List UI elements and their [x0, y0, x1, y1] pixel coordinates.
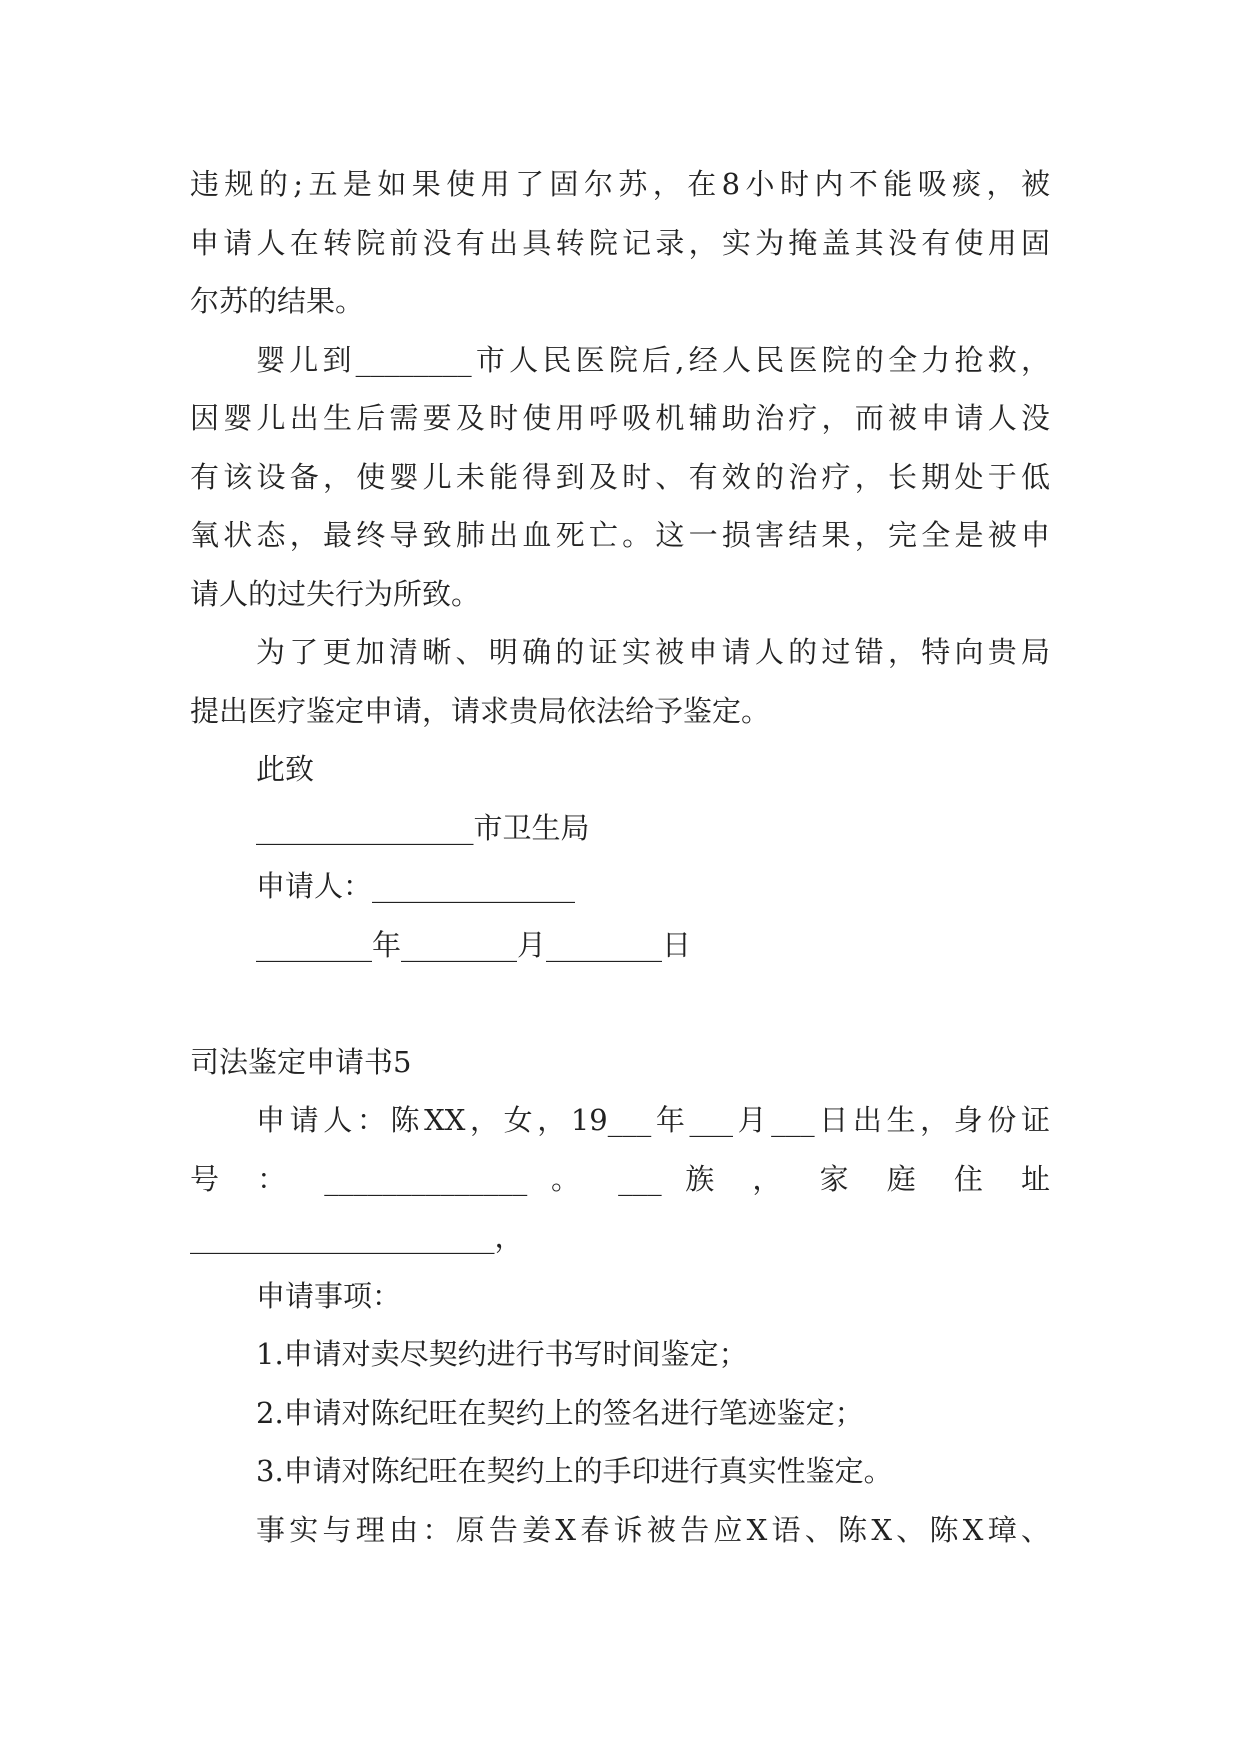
applicant-signature: 申请人：______________	[256, 869, 576, 903]
text-line: 氧状态，最终导致肺出血死亡。这一损害结果，完全是被申	[190, 518, 1050, 552]
text-line: 违规的;五是如果使用了固尔苏，在8小时内不能吸痰，被	[190, 167, 1050, 201]
facts-line: 事实与理由：原告姜X春诉被告应X语、陈X、陈X璋、	[256, 1512, 1050, 1547]
section-title: 司法鉴定申请书5	[190, 1044, 412, 1079]
recipient: _______________市卫生局	[256, 810, 590, 845]
text-line: 尔苏的结果。	[190, 284, 365, 318]
salutation: 此致	[256, 752, 315, 786]
items-heading: 申请事项：	[256, 1278, 402, 1313]
document-page	[190, 155, 1050, 1559]
text-line: 有该设备，使婴儿未能得到及时、有效的治疗，长期处于低	[190, 459, 1050, 494]
list-item: 2.申请对陈纪旺在契约上的签名进行笔迹鉴定；	[256, 1395, 864, 1430]
text-line: 请人的过失行为所致。	[190, 576, 481, 611]
text-line: 号 ： ______________ 。 ___ 族 ， 家 庭 住 址	[190, 1161, 1050, 1196]
text-line: _____________________，	[190, 1220, 524, 1254]
text-line: 提出医疗鉴定申请，请求贵局依法给予鉴定。	[190, 693, 771, 728]
text-line: 婴儿到________市人民医院后,经人民医院的全力抢救，	[256, 342, 1050, 377]
text-line: 申请人：陈XX，女，19___年___月___日出生，身份证	[256, 1103, 1050, 1137]
text-line: 申请人在转院前没有出具转院记录，实为掩盖其没有使用固	[190, 225, 1050, 260]
list-item: 1.申请对卖尽契约进行书写时间鉴定；	[256, 1337, 748, 1371]
date-line: ________年________月________日	[256, 927, 692, 962]
list-item: 3.申请对陈纪旺在契约上的手印进行真实性鉴定。	[256, 1454, 893, 1488]
text-line: 为了更加清晰、明确的证实被申请人的过错，特向贵局	[256, 635, 1050, 669]
text-line: 因婴儿出生后需要及时使用呼吸机辅助治疗，而被申请人没	[190, 401, 1050, 435]
